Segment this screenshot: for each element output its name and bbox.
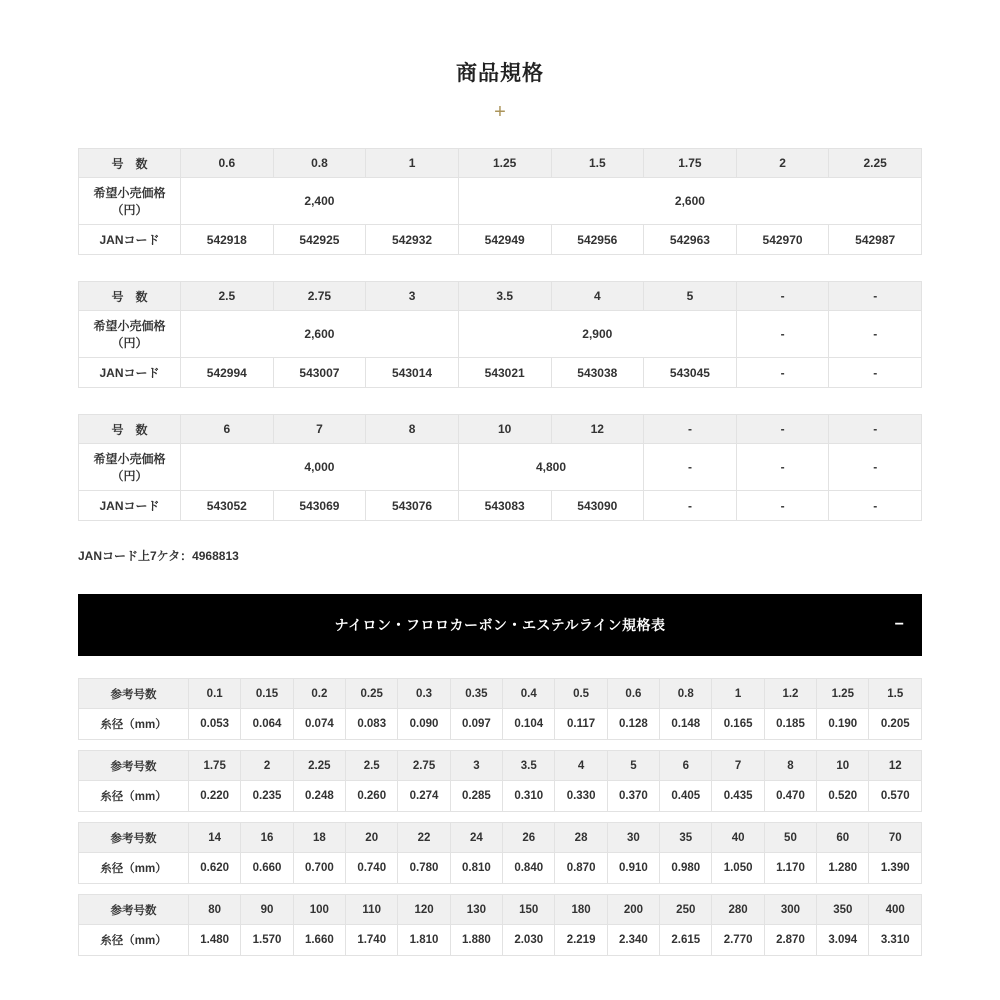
ref-size-value: 30 <box>607 823 659 853</box>
diameter-value: 1.390 <box>869 853 922 884</box>
ref-size-value: 400 <box>869 895 922 925</box>
ref-size-row <box>79 679 922 709</box>
jan-code-note: JANコード上7ケタ：4968813 <box>78 549 239 563</box>
diameter-value: 3.094 <box>817 925 869 956</box>
diameter-value: 0.190 <box>817 709 869 740</box>
price-value: 2,400 <box>181 178 459 225</box>
size-row <box>79 149 922 178</box>
line-spec-tables-section <box>78 678 922 956</box>
diameter-value: 0.074 <box>293 709 345 740</box>
size-value: 2.25 <box>829 149 922 178</box>
size-row-label: 号 数 <box>79 415 181 444</box>
diameter-value: 0.090 <box>398 709 450 740</box>
diameter-value: 0.165 <box>712 709 764 740</box>
jan-code-value: 543007 <box>273 358 366 388</box>
diameter-value: 0.235 <box>241 781 293 812</box>
diameter-value: 0.435 <box>712 781 764 812</box>
ref-size-value: 10 <box>817 751 869 781</box>
price-row-label: 希望小売価格（円） <box>79 444 181 491</box>
size-value: 1.5 <box>551 149 644 178</box>
ref-size-value: 4 <box>555 751 607 781</box>
diameter-value: 0.248 <box>293 781 345 812</box>
ref-size-value: 200 <box>607 895 659 925</box>
diameter-value: 0.470 <box>764 781 816 812</box>
price-value: 2,900 <box>458 311 736 358</box>
ref-size-value: 40 <box>712 823 764 853</box>
size-value: 12 <box>551 415 644 444</box>
diameter-value: 0.260 <box>346 781 398 812</box>
ref-size-row-label: 参考号数 <box>79 895 189 925</box>
size-value: 0.8 <box>273 149 366 178</box>
jan-code-value: 543052 <box>181 491 274 521</box>
price-row <box>79 444 922 491</box>
ref-size-value: 50 <box>764 823 816 853</box>
price-row-label: 希望小売価格（円） <box>79 178 181 225</box>
ref-size-value: 18 <box>293 823 345 853</box>
size-value: - <box>829 415 922 444</box>
ref-size-value: 130 <box>450 895 502 925</box>
jan-code-value: 542949 <box>458 225 551 255</box>
ref-size-row <box>79 823 922 853</box>
jan-code-value: 542987 <box>829 225 922 255</box>
diameter-value: 0.220 <box>189 781 241 812</box>
ref-size-value: 7 <box>712 751 764 781</box>
ref-size-value: 3 <box>450 751 502 781</box>
diameter-value: 2.770 <box>712 925 764 956</box>
size-row <box>79 415 922 444</box>
line-spec-banner-title: ナイロン・フロロカーボン・エステルライン規格表 <box>334 617 666 633</box>
jan-code-value: - <box>736 358 829 388</box>
diameter-value: 0.570 <box>869 781 922 812</box>
line-spec-table-1 <box>78 678 922 740</box>
diameter-value: 0.128 <box>607 709 659 740</box>
diameter-row-label: 糸径（mm） <box>79 853 189 884</box>
diameter-value: 0.330 <box>555 781 607 812</box>
jan-code-value: 542918 <box>181 225 274 255</box>
diameter-value: 0.117 <box>555 709 607 740</box>
size-value: 8 <box>366 415 459 444</box>
price-value: - <box>829 311 922 358</box>
jan-code-value: 543083 <box>458 491 551 521</box>
ref-size-value: 35 <box>660 823 712 853</box>
size-value: 5 <box>644 282 737 311</box>
ref-size-row-label: 参考号数 <box>79 823 189 853</box>
jan-code-value: - <box>736 491 829 521</box>
ref-size-value: 14 <box>189 823 241 853</box>
price-value: 4,800 <box>458 444 643 491</box>
diameter-value: 0.285 <box>450 781 502 812</box>
jan-code-value: 543090 <box>551 491 644 521</box>
product-table-2 <box>78 281 922 388</box>
ref-size-value: 300 <box>764 895 816 925</box>
diameter-value: 0.148 <box>660 709 712 740</box>
jan-code-value: 543045 <box>644 358 737 388</box>
diameter-value: 1.480 <box>189 925 241 956</box>
ref-size-row <box>79 751 922 781</box>
ref-size-value: 100 <box>293 895 345 925</box>
price-value: - <box>829 444 922 491</box>
price-value: - <box>736 311 829 358</box>
jan-row <box>79 358 922 388</box>
ref-size-value: 2 <box>241 751 293 781</box>
diameter-value: 2.870 <box>764 925 816 956</box>
ref-size-value: 1.5 <box>869 679 922 709</box>
size-value: 3 <box>366 282 459 311</box>
size-value: 7 <box>273 415 366 444</box>
diameter-row <box>79 925 922 956</box>
size-value: 6 <box>181 415 274 444</box>
diameter-value: 1.880 <box>450 925 502 956</box>
diameter-value: 0.780 <box>398 853 450 884</box>
price-row <box>79 311 922 358</box>
diameter-value: 0.660 <box>241 853 293 884</box>
diameter-value: 1.570 <box>241 925 293 956</box>
diameter-value: 3.310 <box>869 925 922 956</box>
jan-row-label: JANコード <box>79 491 181 521</box>
diameter-value: 0.104 <box>503 709 555 740</box>
ref-size-value: 26 <box>503 823 555 853</box>
size-value: - <box>644 415 737 444</box>
price-value: - <box>736 444 829 491</box>
jan-row-label: JANコード <box>79 358 181 388</box>
size-value: 2 <box>736 149 829 178</box>
ref-size-value: 70 <box>869 823 922 853</box>
diameter-value: 0.274 <box>398 781 450 812</box>
jan-code-value: 542925 <box>273 225 366 255</box>
ref-size-value: 0.25 <box>346 679 398 709</box>
spec-content <box>78 148 922 956</box>
size-value: 4 <box>551 282 644 311</box>
size-value: 10 <box>458 415 551 444</box>
diameter-value: 2.219 <box>555 925 607 956</box>
diameter-value: 0.097 <box>450 709 502 740</box>
ref-size-value: 90 <box>241 895 293 925</box>
line-spec-table-2 <box>78 750 922 812</box>
diameter-value: 0.910 <box>607 853 659 884</box>
diameter-value: 1.660 <box>293 925 345 956</box>
jan-code-value: - <box>644 491 737 521</box>
diameter-value: 0.185 <box>764 709 816 740</box>
ref-size-value: 20 <box>346 823 398 853</box>
ref-size-value: 16 <box>241 823 293 853</box>
ref-size-value: 110 <box>346 895 398 925</box>
diameter-value: 0.405 <box>660 781 712 812</box>
price-value: 2,600 <box>458 178 921 225</box>
jan-code-value: 543076 <box>366 491 459 521</box>
diameter-value: 0.700 <box>293 853 345 884</box>
size-value: 1.75 <box>644 149 737 178</box>
ref-size-value: 180 <box>555 895 607 925</box>
ref-size-value: 0.15 <box>241 679 293 709</box>
diameter-value: 1.280 <box>817 853 869 884</box>
size-value: - <box>736 282 829 311</box>
ref-size-value: 0.5 <box>555 679 607 709</box>
ref-size-value: 8 <box>764 751 816 781</box>
expand-plus-icon[interactable]: + <box>494 101 506 123</box>
ref-size-value: 0.3 <box>398 679 450 709</box>
diameter-value: 2.340 <box>607 925 659 956</box>
line-spec-banner[interactable] <box>78 594 922 656</box>
diameter-value: 0.083 <box>346 709 398 740</box>
diameter-row <box>79 781 922 812</box>
size-value: 1.25 <box>458 149 551 178</box>
diameter-value: 0.740 <box>346 853 398 884</box>
diameter-value: 0.870 <box>555 853 607 884</box>
ref-size-row-label: 参考号数 <box>79 679 189 709</box>
price-value: 4,000 <box>181 444 459 491</box>
jan-row-label: JANコード <box>79 225 181 255</box>
ref-size-value: 1.75 <box>189 751 241 781</box>
diameter-value: 0.310 <box>503 781 555 812</box>
ref-size-value: 12 <box>869 751 922 781</box>
diameter-value: 0.370 <box>607 781 659 812</box>
ref-size-value: 1.25 <box>817 679 869 709</box>
jan-row <box>79 225 922 255</box>
ref-size-value: 1 <box>712 679 764 709</box>
ref-size-value: 0.1 <box>189 679 241 709</box>
size-row-label: 号 数 <box>79 282 181 311</box>
diameter-value: 0.980 <box>660 853 712 884</box>
ref-size-value: 80 <box>189 895 241 925</box>
diameter-value: 1.740 <box>346 925 398 956</box>
diameter-value: 0.810 <box>450 853 502 884</box>
diameter-value: 2.615 <box>660 925 712 956</box>
jan-code-value: 543021 <box>458 358 551 388</box>
diameter-row-label: 糸径（mm） <box>79 925 189 956</box>
jan-code-value: - <box>829 491 922 521</box>
ref-size-value: 24 <box>450 823 502 853</box>
ref-size-value: 0.4 <box>503 679 555 709</box>
diameter-value: 0.620 <box>189 853 241 884</box>
diameter-value: 0.053 <box>189 709 241 740</box>
ref-size-value: 22 <box>398 823 450 853</box>
ref-size-value: 3.5 <box>503 751 555 781</box>
ref-size-value: 60 <box>817 823 869 853</box>
product-tables-section <box>78 148 922 521</box>
diameter-value: 0.840 <box>503 853 555 884</box>
diameter-row <box>79 853 922 884</box>
ref-size-value: 1.2 <box>764 679 816 709</box>
size-value: 1 <box>366 149 459 178</box>
line-spec-table-4 <box>78 894 922 956</box>
product-table-3 <box>78 414 922 521</box>
ref-size-value: 5 <box>607 751 659 781</box>
jan-code-value: - <box>829 358 922 388</box>
ref-size-value: 150 <box>503 895 555 925</box>
line-spec-table-3 <box>78 822 922 884</box>
page-title: 商品規格 <box>456 62 544 85</box>
ref-size-row <box>79 895 922 925</box>
price-value: 2,600 <box>181 311 459 358</box>
jan-code-value: 543014 <box>366 358 459 388</box>
ref-size-value: 2.25 <box>293 751 345 781</box>
jan-code-value: 542970 <box>736 225 829 255</box>
ref-size-value: 0.8 <box>660 679 712 709</box>
ref-size-value: 0.35 <box>450 679 502 709</box>
ref-size-value: 0.6 <box>607 679 659 709</box>
size-row-label: 号 数 <box>79 149 181 178</box>
diameter-value: 1.050 <box>712 853 764 884</box>
jan-code-value: 542956 <box>551 225 644 255</box>
diameter-value: 0.205 <box>869 709 922 740</box>
diameter-value: 0.064 <box>241 709 293 740</box>
ref-size-value: 120 <box>398 895 450 925</box>
diameter-value: 2.030 <box>503 925 555 956</box>
jan-code-value: 543038 <box>551 358 644 388</box>
size-value: 2.5 <box>181 282 274 311</box>
size-value: - <box>829 282 922 311</box>
collapse-minus-icon[interactable]: − <box>894 616 904 633</box>
diameter-value: 1.810 <box>398 925 450 956</box>
ref-size-value: 28 <box>555 823 607 853</box>
page <box>0 57 1000 956</box>
diameter-row-label: 糸径（mm） <box>79 709 189 740</box>
price-value: - <box>644 444 737 491</box>
product-table-1 <box>78 148 922 255</box>
ref-size-value: 350 <box>817 895 869 925</box>
size-row <box>79 282 922 311</box>
price-row-label: 希望小売価格（円） <box>79 311 181 358</box>
jan-code-value: 542994 <box>181 358 274 388</box>
diameter-value: 1.170 <box>764 853 816 884</box>
diameter-row <box>79 709 922 740</box>
size-value: 2.75 <box>273 282 366 311</box>
price-row <box>79 178 922 225</box>
ref-size-value: 250 <box>660 895 712 925</box>
ref-size-value: 6 <box>660 751 712 781</box>
ref-size-value: 2.75 <box>398 751 450 781</box>
ref-size-value: 0.2 <box>293 679 345 709</box>
jan-row <box>79 491 922 521</box>
diameter-row-label: 糸径（mm） <box>79 781 189 812</box>
size-value: - <box>736 415 829 444</box>
jan-code-value: 542932 <box>366 225 459 255</box>
size-value: 0.6 <box>181 149 274 178</box>
jan-code-value: 542963 <box>644 225 737 255</box>
ref-size-value: 280 <box>712 895 764 925</box>
ref-size-row-label: 参考号数 <box>79 751 189 781</box>
size-value: 3.5 <box>458 282 551 311</box>
ref-size-value: 2.5 <box>346 751 398 781</box>
diameter-value: 0.520 <box>817 781 869 812</box>
jan-code-value: 543069 <box>273 491 366 521</box>
